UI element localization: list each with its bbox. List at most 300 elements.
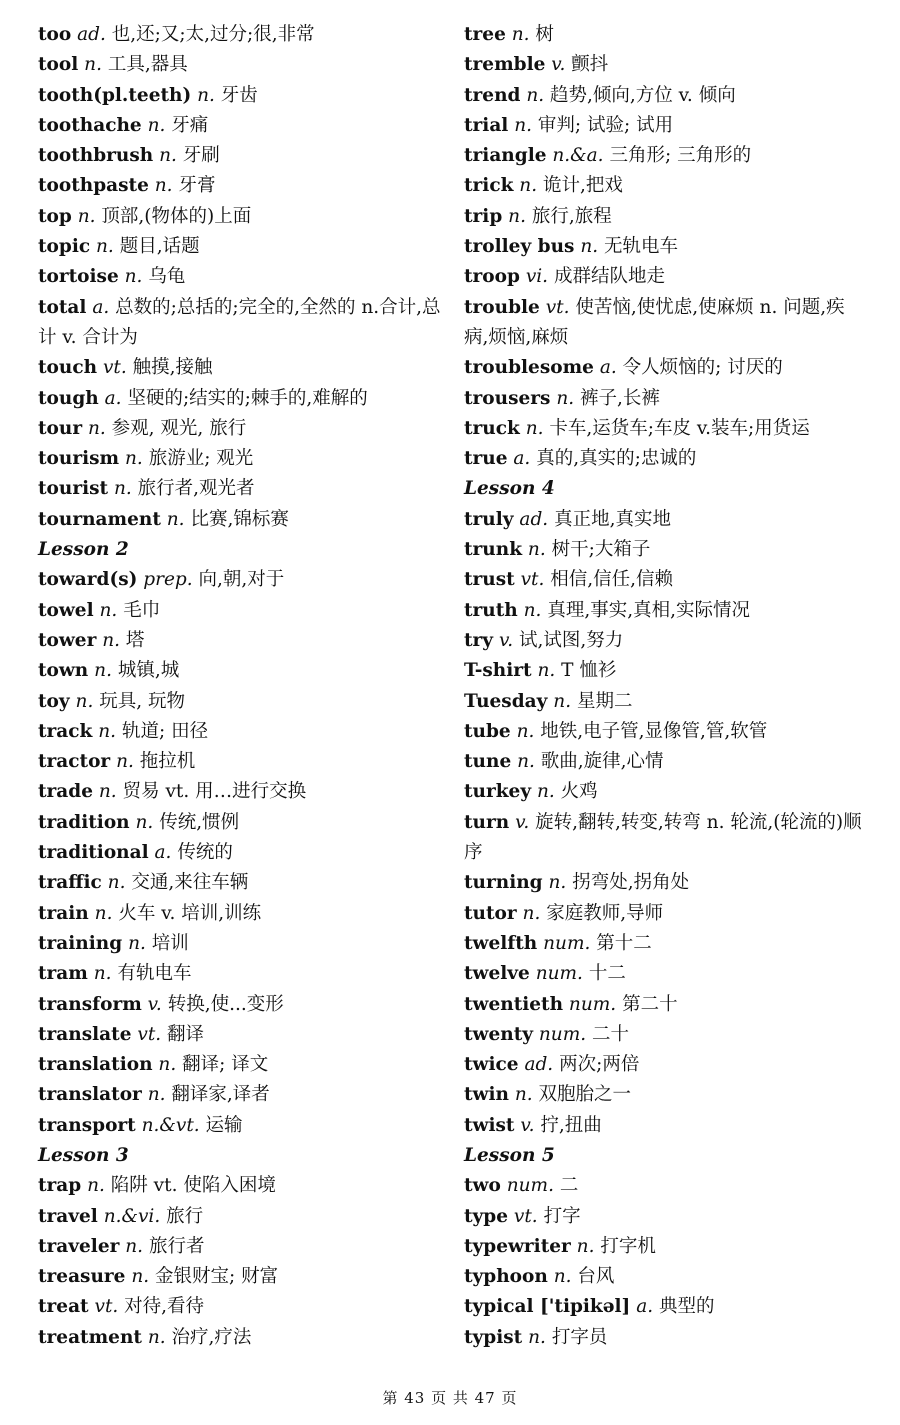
- headword: trip: [464, 205, 503, 227]
- vocab-entry: [464, 596, 864, 626]
- definition: 总数的;总括的;完全的,全然的 n.合计,总计 v. 合计为: [38, 296, 441, 348]
- headword: total: [38, 296, 87, 318]
- headword: trial: [464, 114, 509, 136]
- definition: T 恤衫: [561, 660, 617, 682]
- lesson-label: Lesson 5: [464, 1144, 555, 1166]
- definition: 诡计,把戏: [542, 175, 623, 197]
- part-of-speech: n.: [553, 690, 572, 712]
- part-of-speech: n.: [523, 599, 542, 621]
- part-of-speech: a.: [92, 296, 110, 318]
- definition: 火鸡: [560, 781, 598, 803]
- vocab-entry: [38, 1171, 443, 1201]
- vocab-entry: [464, 717, 864, 747]
- part-of-speech: n.: [517, 751, 535, 773]
- lesson-heading: [464, 474, 864, 504]
- vocab-entry: [38, 868, 443, 898]
- definition: 有轨电车: [117, 963, 192, 985]
- definition: 牙膏: [178, 175, 216, 197]
- headword: trolley bus: [464, 236, 575, 258]
- part-of-speech: n.: [124, 266, 143, 288]
- definition: 牙刷: [182, 145, 220, 167]
- part-of-speech: num.: [506, 1175, 554, 1197]
- headword: twice: [464, 1054, 519, 1076]
- part-of-speech: vt.: [520, 569, 545, 591]
- vocab-entry: [38, 293, 443, 354]
- vocab-entry: [38, 717, 443, 747]
- vocab-entry: [38, 1080, 443, 1110]
- part-of-speech: v.: [515, 811, 530, 833]
- definition: 玩具, 玩物: [99, 690, 185, 712]
- vocab-entry: [464, 656, 864, 686]
- part-of-speech: n.: [511, 24, 530, 45]
- headword: typical ['tipikəl]: [464, 1296, 631, 1318]
- definition: 乌龟: [148, 266, 186, 288]
- part-of-speech: n.&vt.: [141, 1114, 200, 1136]
- headword: trend: [464, 84, 521, 106]
- part-of-speech: n.: [154, 175, 173, 197]
- definition: 使苦恼,使忧虑,使麻烦 n. 问题,疾病,烦恼,麻烦: [464, 296, 845, 348]
- vocab-entry: [464, 384, 864, 414]
- definition: 治疗,疗法: [171, 1326, 252, 1348]
- headword: try: [464, 629, 494, 651]
- definition: 十二: [588, 963, 626, 985]
- headword: transport: [38, 1114, 136, 1136]
- vocab-entry: [38, 141, 443, 171]
- headword: top: [38, 205, 72, 227]
- headword: tremble: [464, 54, 546, 76]
- definition: 双胞胎之一: [538, 1084, 632, 1106]
- definition: 真理,事实,真相,实际情况: [547, 599, 750, 621]
- definition: 轨道; 田径: [121, 720, 209, 742]
- lesson-heading: [38, 535, 443, 565]
- part-of-speech: n.: [93, 963, 112, 985]
- part-of-speech: ad.: [519, 508, 549, 530]
- definition: 旅行: [166, 1205, 204, 1227]
- headword: trouble: [464, 296, 540, 318]
- vocab-entry: [38, 959, 443, 989]
- part-of-speech: n.: [77, 205, 96, 227]
- part-of-speech: n.: [96, 236, 114, 258]
- lesson-label: Lesson 3: [38, 1144, 129, 1166]
- vocab-entry: [464, 1050, 864, 1080]
- part-of-speech: vt.: [137, 1023, 162, 1045]
- definition: 牙齿: [220, 84, 258, 106]
- headword: trunk: [464, 539, 523, 561]
- vocab-entry: [38, 202, 443, 232]
- headword: toothpaste: [38, 175, 149, 197]
- vocab-entry: [464, 50, 864, 80]
- vocab-entry: [464, 171, 864, 201]
- lesson-label: Lesson 2: [38, 539, 129, 561]
- part-of-speech: n.: [526, 84, 545, 106]
- headword: twin: [464, 1084, 509, 1106]
- vocab-entry: [38, 899, 443, 929]
- left-column: [38, 20, 443, 1353]
- vocab-entry: [464, 20, 864, 50]
- definition: 金银财宝; 财富: [155, 1266, 279, 1288]
- definition: 贸易 vt. 用…进行交换: [122, 781, 307, 803]
- headword: treat: [38, 1296, 89, 1318]
- part-of-speech: n.: [516, 720, 535, 742]
- definition: 第十二: [596, 932, 652, 954]
- definition: 无轨电车: [604, 236, 679, 258]
- headword: tradition: [38, 811, 130, 833]
- definition: 两次;两倍: [559, 1054, 640, 1076]
- part-of-speech: n.: [576, 1235, 595, 1257]
- headword: two: [464, 1175, 501, 1197]
- definition: 培训: [151, 932, 189, 954]
- part-of-speech: prep.: [143, 569, 193, 591]
- vocab-entry: [38, 414, 443, 444]
- headword: truly: [464, 508, 514, 530]
- vocab-entry: [464, 747, 864, 777]
- headword: travel: [38, 1205, 98, 1227]
- vocab-entry: [38, 747, 443, 777]
- part-of-speech: n.: [147, 114, 166, 136]
- definition: 拐弯处,拐角处: [572, 872, 690, 894]
- part-of-speech: a.: [104, 387, 122, 409]
- definition: 传统,惯例: [159, 811, 240, 833]
- vocab-entry: [38, 1292, 443, 1322]
- vocab-entry: [38, 444, 443, 474]
- vocab-entry: [38, 232, 443, 262]
- vocab-entry: [464, 808, 864, 869]
- headword: turkey: [464, 781, 532, 803]
- definition: 二: [559, 1175, 579, 1197]
- definition: 二十: [592, 1023, 630, 1045]
- part-of-speech: n.: [116, 751, 134, 773]
- vocab-entry: [464, 111, 864, 141]
- part-of-speech: n.: [528, 1326, 546, 1348]
- definition: 打字员: [551, 1326, 608, 1348]
- headword: towel: [38, 599, 94, 621]
- headword: trick: [464, 175, 514, 197]
- headword: topic: [38, 236, 91, 258]
- headword: tram: [38, 963, 88, 985]
- definition: 拧,扭曲: [540, 1114, 602, 1136]
- definition: 题目,话题: [119, 236, 200, 258]
- part-of-speech: n.: [87, 417, 106, 439]
- part-of-speech: n.: [147, 1326, 166, 1348]
- headword: toy: [38, 690, 70, 712]
- headword: typist: [464, 1326, 523, 1348]
- headword: toothache: [38, 114, 142, 136]
- vocab-entry: [38, 81, 443, 111]
- part-of-speech: n.: [519, 175, 538, 197]
- part-of-speech: n.: [525, 417, 544, 439]
- definition: 旅行者: [148, 1235, 205, 1257]
- headword: training: [38, 932, 123, 954]
- headword: trap: [38, 1175, 82, 1197]
- part-of-speech: n.: [537, 660, 556, 682]
- definition: 台风: [577, 1266, 615, 1288]
- definition: 陷阱 vt. 使陷入困境: [110, 1175, 276, 1197]
- headword: trust: [464, 569, 515, 591]
- headword: troop: [464, 266, 520, 288]
- part-of-speech: vt.: [513, 1205, 538, 1227]
- part-of-speech: v.: [520, 1114, 535, 1136]
- headword: translation: [38, 1054, 153, 1076]
- headword: type: [464, 1205, 509, 1227]
- headword: turn: [464, 811, 510, 833]
- part-of-speech: n.: [98, 781, 117, 803]
- part-of-speech: n.: [556, 387, 575, 409]
- definition: 旋转,翻转,转变,转弯 n. 轮流,(轮流的)顺序: [464, 811, 862, 864]
- part-of-speech: v.: [147, 993, 162, 1015]
- headword: toothbrush: [38, 145, 154, 167]
- part-of-speech: n.: [527, 539, 546, 561]
- vocab-entry: [464, 81, 864, 111]
- lesson-label: Lesson 4: [464, 478, 555, 500]
- headword: tough: [38, 387, 99, 409]
- vocab-entry: [38, 262, 443, 292]
- headword: trousers: [464, 387, 551, 409]
- vocab-entry: [38, 808, 443, 838]
- part-of-speech: num.: [543, 932, 591, 954]
- vocab-entry: [38, 384, 443, 414]
- headword: typewriter: [464, 1235, 571, 1257]
- definition: 也,还;又;太,过分;很,非常: [111, 24, 315, 45]
- definition: 牙痛: [171, 114, 209, 136]
- headword: translate: [38, 1023, 132, 1045]
- definition: 令人烦恼的; 讨厌的: [622, 357, 783, 379]
- definition: 星期二: [576, 690, 633, 712]
- part-of-speech: n.: [522, 902, 541, 924]
- part-of-speech: vt.: [94, 1296, 119, 1318]
- vocab-entry: [38, 20, 443, 50]
- vocab-entry: [464, 777, 864, 807]
- headword: tractor: [38, 751, 111, 773]
- vocab-entry: [464, 687, 864, 717]
- definition: 典型的: [659, 1296, 715, 1318]
- part-of-speech: n.: [536, 781, 555, 803]
- part-of-speech: n.: [131, 1266, 150, 1288]
- definition: 家庭教师,导师: [546, 902, 664, 924]
- part-of-speech: n.: [508, 205, 526, 227]
- definition: 打字: [543, 1205, 581, 1227]
- vocab-entry: [38, 929, 443, 959]
- part-of-speech: n.: [147, 1084, 166, 1106]
- vocab-entry: [464, 1232, 864, 1262]
- definition: 参观, 观光, 旅行: [111, 417, 247, 439]
- right-column: [464, 20, 864, 1353]
- vocab-entry: [38, 1202, 443, 1232]
- lesson-heading: [38, 1141, 443, 1171]
- headword: tree: [464, 24, 506, 45]
- headword: T-shirt: [464, 660, 532, 682]
- part-of-speech: n.: [102, 629, 121, 651]
- headword: tour: [38, 417, 83, 439]
- vocab-entry: [38, 1323, 443, 1353]
- definition: 树: [535, 24, 554, 45]
- headword: twist: [464, 1114, 515, 1136]
- headword: translator: [38, 1084, 142, 1106]
- definition: 审判; 试验; 试用: [537, 114, 674, 136]
- part-of-speech: n.: [125, 1235, 144, 1257]
- part-of-speech: n.: [166, 508, 185, 530]
- definition: 毛巾: [123, 599, 161, 621]
- part-of-speech: v.: [498, 629, 514, 651]
- definition: 裤子,长裤: [580, 387, 660, 409]
- headword: transform: [38, 993, 142, 1015]
- definition: 拖拉机: [139, 751, 196, 773]
- vocab-entry: [464, 1080, 864, 1110]
- part-of-speech: n.: [197, 84, 215, 106]
- vocab-entry: [464, 1292, 864, 1322]
- definition: 歌曲,旋律,心情: [540, 751, 664, 773]
- vocab-entry: [464, 1171, 864, 1201]
- definition: 真正地,真实地: [554, 508, 671, 530]
- vocab-entry: [38, 687, 443, 717]
- headword: tutor: [464, 902, 517, 924]
- vocab-entry: [464, 232, 864, 262]
- part-of-speech: n.&vi.: [103, 1205, 161, 1227]
- headword: tower: [38, 629, 97, 651]
- headword: toward(s): [38, 569, 138, 591]
- part-of-speech: ad.: [524, 1054, 554, 1076]
- part-of-speech: n.: [94, 902, 113, 924]
- part-of-speech: vt.: [545, 296, 570, 318]
- definition: 火车 v. 培训,训练: [118, 902, 262, 924]
- headword: traditional: [38, 842, 149, 864]
- vocab-entry: [38, 1262, 443, 1292]
- part-of-speech: n.: [75, 690, 94, 712]
- vocab-entry: [464, 444, 864, 474]
- vocab-entry: [464, 565, 864, 595]
- vocab-entry: [464, 868, 864, 898]
- headword: tournament: [38, 508, 161, 530]
- headword: true: [464, 448, 508, 470]
- part-of-speech: n.: [158, 1054, 177, 1076]
- part-of-speech: num.: [535, 963, 583, 985]
- part-of-speech: num.: [538, 1023, 587, 1045]
- definition: 翻译: [167, 1023, 205, 1045]
- definition: 比赛,锦标赛: [190, 508, 289, 530]
- part-of-speech: n.: [159, 145, 177, 167]
- headword: tourist: [38, 478, 109, 500]
- definition: 三角形; 三角形的: [609, 145, 752, 167]
- definition: 翻译; 译文: [182, 1054, 269, 1076]
- part-of-speech: n.: [514, 114, 533, 136]
- part-of-speech: n.: [553, 1266, 572, 1288]
- vocab-entry: [464, 1262, 864, 1292]
- vocab-entry: [38, 353, 443, 383]
- part-of-speech: n.: [98, 720, 117, 742]
- part-of-speech: a.: [599, 357, 617, 379]
- vocab-entry: [38, 1020, 443, 1050]
- part-of-speech: n.: [128, 932, 146, 954]
- part-of-speech: a.: [636, 1296, 654, 1318]
- headword: troublesome: [464, 357, 594, 379]
- headword: traffic: [38, 872, 102, 894]
- lesson-heading: [464, 1141, 864, 1171]
- definition: 试,试图,努力: [518, 629, 624, 651]
- definition: 旅行,旅程: [531, 205, 612, 227]
- definition: 顶部,(物体的)上面: [101, 205, 252, 227]
- vocab-entry: [464, 414, 864, 444]
- definition: 趋势,倾向,方位 v. 倾向: [550, 84, 736, 106]
- page-footer: 第 43 页 共 47 页: [382, 1389, 518, 1407]
- vocab-entry: [38, 505, 443, 535]
- definition: 颤抖: [571, 54, 609, 76]
- headword: trade: [38, 781, 93, 803]
- definition: 转换,使...变形: [167, 993, 284, 1015]
- part-of-speech: ad.: [77, 24, 106, 45]
- headword: truth: [464, 599, 518, 621]
- vocab-entry: [464, 899, 864, 929]
- headword: tube: [464, 720, 511, 742]
- definition: 树干;大箱子: [551, 539, 651, 561]
- vocab-entry: [38, 474, 443, 504]
- vocab-entry: [38, 565, 443, 595]
- part-of-speech: vt.: [102, 357, 127, 379]
- headword: too: [38, 24, 72, 45]
- vocab-entry: [464, 293, 864, 354]
- headword: triangle: [464, 145, 547, 167]
- vocab-entry: [38, 777, 443, 807]
- part-of-speech: n.: [548, 872, 567, 894]
- definition: 工具,器具: [107, 54, 188, 76]
- definition: 传统的: [177, 842, 233, 864]
- part-of-speech: n.: [113, 478, 132, 500]
- headword: truck: [464, 417, 520, 439]
- vocab-entry: [464, 959, 864, 989]
- vocab-entry: [464, 1111, 864, 1141]
- definition: 旅游业; 观光: [148, 448, 254, 470]
- vocab-entry: [464, 202, 864, 232]
- headword: tourism: [38, 448, 120, 470]
- definition: 运输: [205, 1114, 243, 1136]
- definition: 对待,看待: [124, 1296, 205, 1318]
- headword: turning: [464, 872, 543, 894]
- vocab-entry: [38, 838, 443, 868]
- part-of-speech: n.: [107, 872, 126, 894]
- vocab-entry: [38, 656, 443, 686]
- definition: 地铁,电子管,显像管,管,软管: [540, 720, 768, 742]
- headword: tune: [464, 751, 512, 773]
- vocab-entry: [464, 535, 864, 565]
- headword: traveler: [38, 1235, 120, 1257]
- definition: 交通,来往车辆: [131, 872, 249, 894]
- part-of-speech: n.: [135, 811, 154, 833]
- vocab-entry: [464, 990, 864, 1020]
- vocab-entry: [464, 1202, 864, 1232]
- part-of-speech: v.: [551, 54, 566, 76]
- vocab-entry: [38, 1111, 443, 1141]
- vocab-entry: [38, 111, 443, 141]
- definition: 卡车,运货车;车皮 v.装车;用货运: [549, 417, 810, 439]
- headword: typhoon: [464, 1266, 548, 1288]
- headword: tooth(pl.teeth): [38, 84, 192, 106]
- definition: 触摸,接触: [132, 357, 213, 379]
- vocab-entry: [464, 262, 864, 292]
- part-of-speech: n.: [514, 1084, 533, 1106]
- vocab-entry: [38, 1232, 443, 1262]
- definition: 旅行者,观光者: [137, 478, 255, 500]
- vocab-entry: [464, 1020, 864, 1050]
- headword: tool: [38, 54, 79, 76]
- headword: tortoise: [38, 266, 119, 288]
- vocab-entry: [38, 1050, 443, 1080]
- headword: twelve: [464, 963, 530, 985]
- part-of-speech: n.: [87, 1175, 105, 1197]
- part-of-speech: a.: [513, 448, 531, 470]
- part-of-speech: vi.: [525, 266, 549, 288]
- part-of-speech: n.: [94, 660, 112, 682]
- definition: 相信,信任,信赖: [550, 569, 674, 591]
- vocab-entry: [464, 929, 864, 959]
- part-of-speech: num.: [568, 993, 617, 1015]
